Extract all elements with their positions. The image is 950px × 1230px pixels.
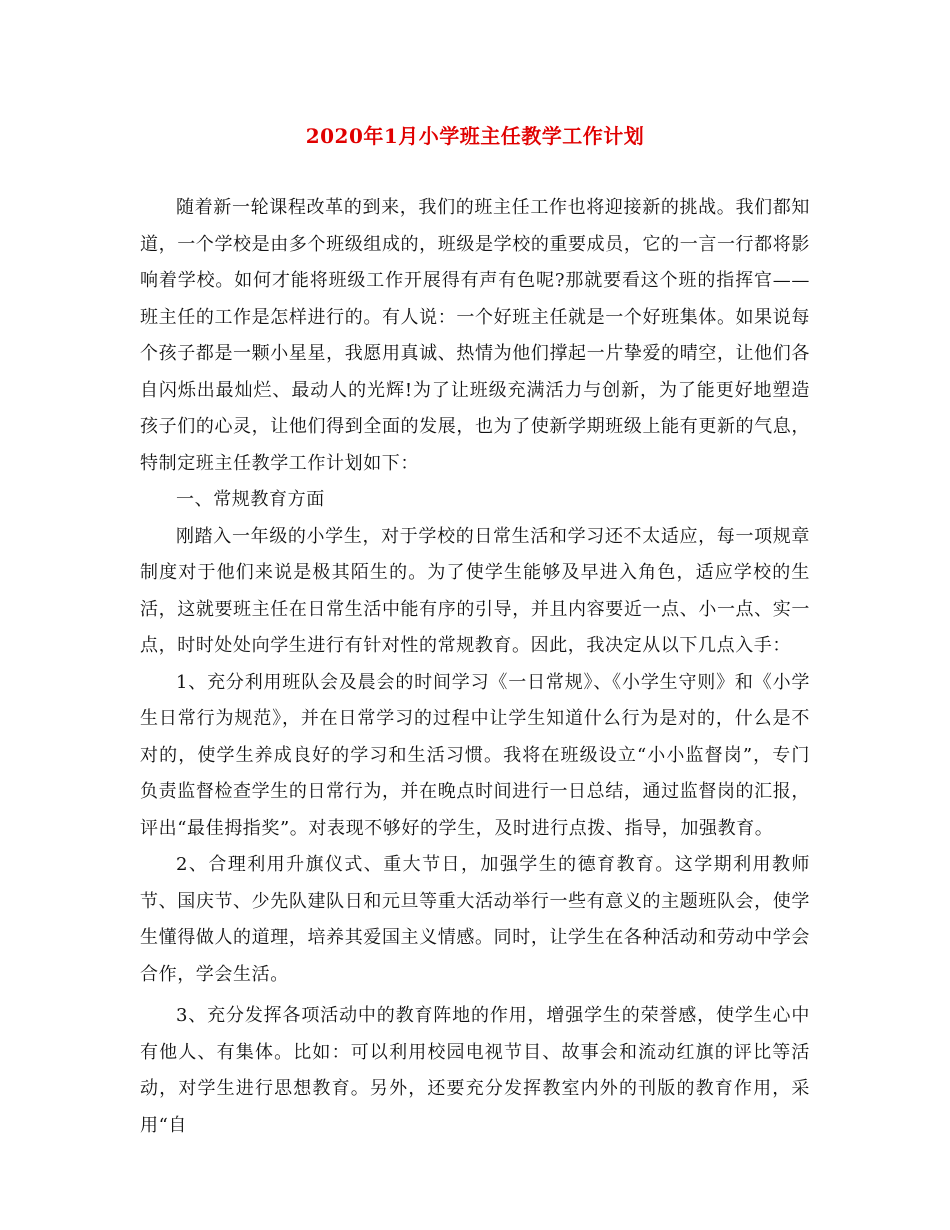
section-heading-routine-education: 一、常规教育方面 — [176, 489, 325, 510]
intro-paragraph: 随着新一轮课程改革的到来，我们的班主任工作也将迎接新的挑战。我们都知道，一个学校是由多个班级组成的，班级是学校的重要成员，它的一言一行都将影响着学校。如何才能将班级工作开展得有声有色呢?那就要看这个班的指挥官——班主任的工作是怎样进行的。有人说：一个好班主任就是一个好班集体。如果说每个孩子都是一颗小星星，我愿用真诚、热情为他们撑起一片挚爱的晴空，让他们各自闪烁出最灿烂、最动人的光辉!为了让班级充满活力与创新，为了能更好地塑造孩子们的心灵，让他们得到全面的发展，也为了使新学期班级上能有更新的气息，特制定班主任教学工作计划如下： — [140, 197, 810, 474]
routine-education-paragraph: 刚踏入一年级的小学生，对于学校的日常生活和学习还不太适应，每一项规章制度对于他们来说是极其陌生的。为了使学生能够及早进入角色，适应学校的生活，这就要班主任在日常生活中能有序的引导，并且内容要近一点、小一点、实一点，时时处处向学生进行有针对性的常规教育。因此，我决定从以下几点入手： — [140, 525, 810, 656]
item-3-paragraph: 3、充分发挥各项活动中的教育阵地的作用，增强学生的荣誉感，使学生心中有他人、有集体。比如：可以利用校园电视节目、故事会和流动红旗的评比等活动，对学生进行思想教育。另外，还要充分发挥教室内外的刊版的教育作用，采用“自 — [140, 1005, 810, 1136]
document-body — [140, 190, 810, 1144]
document-title: 2020年1月小学班主任教学工作计划 — [305, 124, 645, 148]
item-1-paragraph: 1、充分利用班队会及晨会的时间学习《一日常规》、《小学生守则》和《小学生日常行为规范》，并在日常学习的过程中让学生知道什么行为是对的，什么是不对的，使学生养成良好的学习和生活习惯。我将在班级设立“小小监督岗”，专门负责监督检查学生的日常行为，并在晚点时间进行一日总结，通过监督岗的汇报，评出“最佳拇指奖”。对表现不够好的学生，及时进行点拨、指导，加强教育。 — [140, 671, 810, 839]
item-2-paragraph: 2、合理利用升旗仪式、重大节日，加强学生的德育教育。这学期利用教师节、国庆节、少先队建队日和元旦等重大活动举行一些有意义的主题班队会，使学生懂得做人的道理，培养其爱国主义情感。同时，让学生在各种活动和劳动中学会合作，学会生活。 — [140, 854, 810, 985]
